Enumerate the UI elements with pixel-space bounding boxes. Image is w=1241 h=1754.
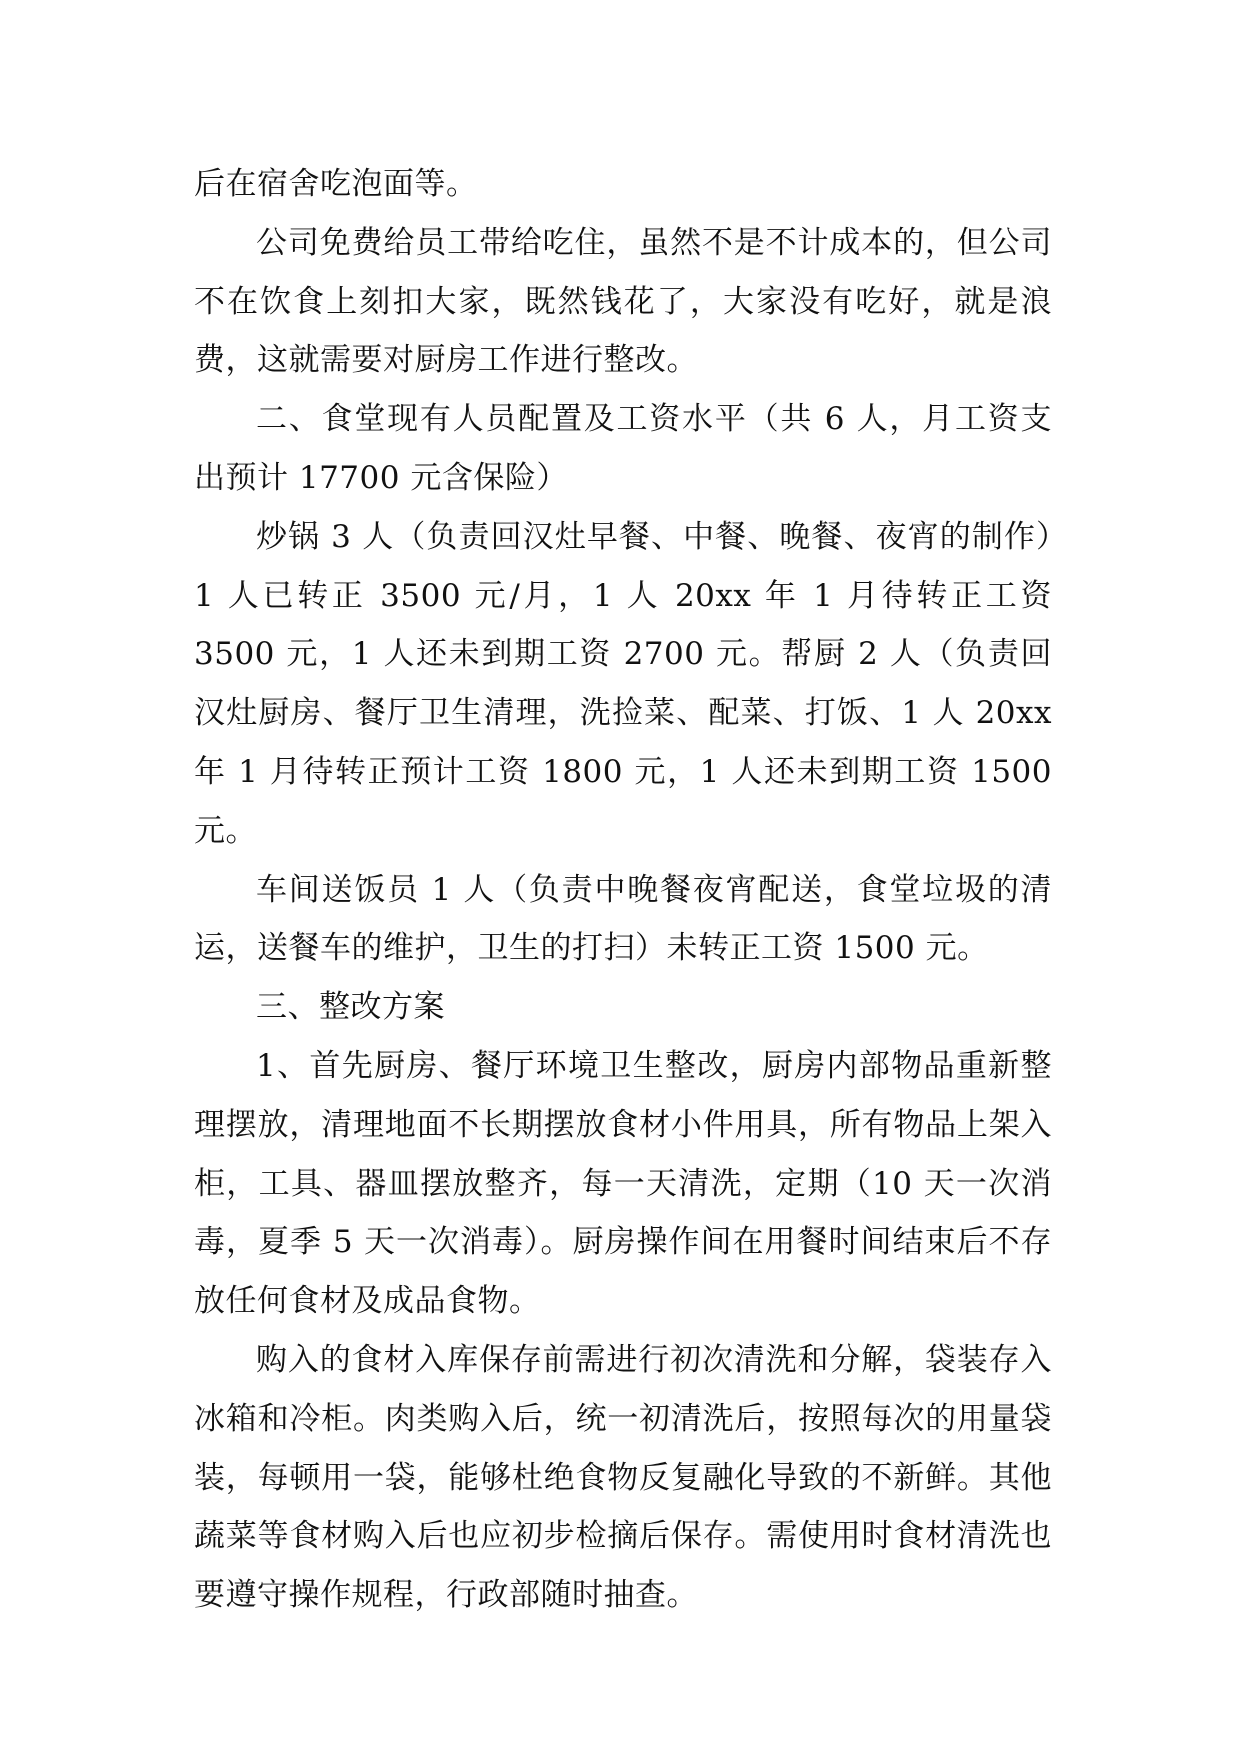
paragraph-ingredient-storage: 购入的食材入库保存前需进行初次清洗和分解，袋装存入冰箱和冷柜。肉类购入后，统一初清洗后，按照每次的用量袋装，每顿用一袋，能够杜绝食物反复融化导致的不新鲜。其他蔬菜等食材购入后也应初步检摘后保存。需使用时食材清洗也要遵守操作规程，行政部随时抽查。 — [194, 1341, 1052, 1614]
section-heading-staffing: 二、食堂现有人员配置及工资水平（共 6 人，月工资支出预计 17700 元含保险） — [194, 401, 1052, 496]
paragraph-free-meals: 公司免费给员工带给吃住，虽然不是不计成本的，但公司不在饮食上刻扣大家，既然钱花了，大家没有吃好，就是浪费，这就需要对厨房工作进行整改。 — [194, 224, 1052, 379]
section-heading-plan: 三、整改方案 — [256, 989, 445, 1026]
document-body — [194, 155, 1052, 1625]
paragraph-hygiene-rectification: 1、首先厨房、餐厅环境卫生整改，厨房内部物品重新整理摆放，清理地面不长期摆放食材小件用具，所有物品上架入柜，工具、器皿摆放整齐，每一天清洗，定期（10 天一次消毒，夏季 5 天一次消毒）。厨房操作间在用餐时间结束后不存放任何食材及成品食物。 — [194, 1047, 1052, 1320]
paragraph-continuation: 后在宿舍吃泡面等。 — [194, 166, 478, 202]
paragraph-delivery-staff: 车间送饭员 1 人（负责中晚餐夜宵配送，食堂垃圾的清运，送餐车的维护，卫生的打扫）未转正工资 1500 元。 — [194, 871, 1052, 967]
paragraph-cooks-and-helpers: 炒锅 3 人（负责回汉灶早餐、中餐、晚餐、夜宵的制作）1 人已转正 3500 元/月，1 人 20xx 年 1 月待转正工资 3500 元，1 人还未到期工资 2700 元。帮厨 2 人（负责回汉灶厨房、餐厅卫生清理，洗捡菜、配菜、打饭、1 人 20xx 年 1 月待转正预计工资 1800 元，1 人还未到期工资 1500 元。 — [194, 518, 1052, 849]
